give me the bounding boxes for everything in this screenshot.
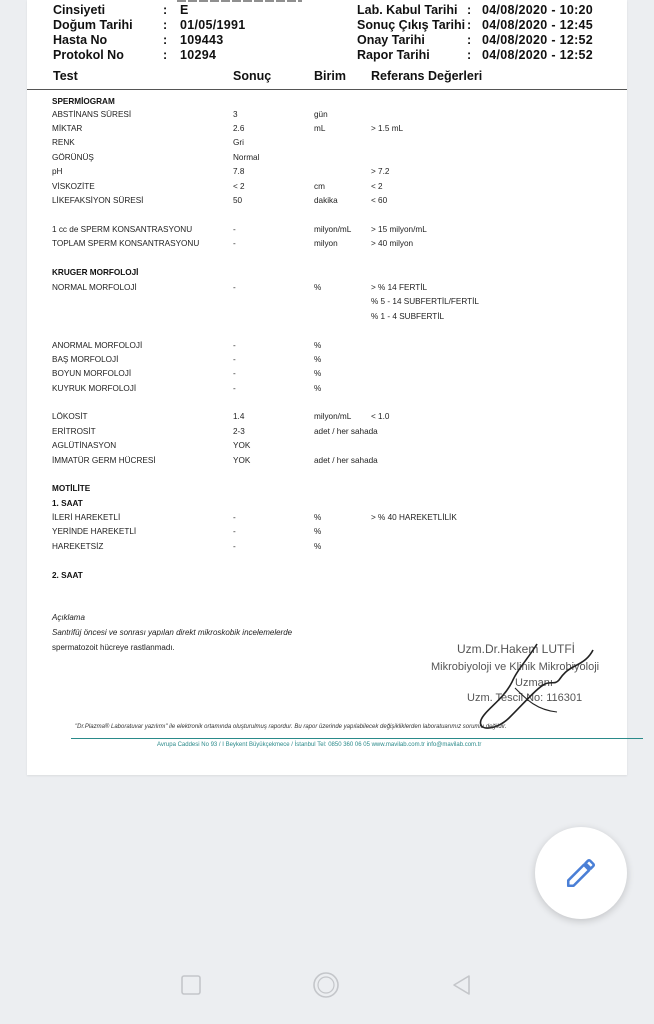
section-title-saat1: 1. SAAT (52, 499, 83, 508)
signer-registration: Uzm. Tescil No: 116301 (467, 692, 583, 704)
edit-button[interactable] (535, 827, 627, 919)
result-result-cell: Normal (233, 153, 260, 162)
back-icon (450, 974, 472, 996)
result-unit-cell: dakika (314, 196, 338, 205)
header-right-value: 04/08/2020 - 12:52 (482, 33, 594, 47)
result-ref-cell: > 15 milyon/mL (371, 225, 427, 234)
result-test-cell: ABSTİNANS SÜRESİ (52, 110, 132, 119)
result-ref-cell: % 1 - 4 SUBFERTİL (371, 312, 445, 321)
result-unit-cell: % (314, 513, 322, 522)
result-test-cell: BAŞ MORFOLOJİ (52, 355, 119, 364)
column-header-unit: Birim (314, 69, 346, 83)
result-test-cell: LÖKOSİT (52, 412, 88, 421)
header-value: E (180, 3, 189, 17)
result-test-cell: RENK (52, 138, 75, 147)
result-unit-cell: % (314, 341, 322, 350)
result-ref-cell: % 5 - 14 SUBFERTİL/FERTİL (371, 297, 479, 306)
result-ref-cell: < 60 (371, 196, 388, 205)
result-test-cell: HAREKETSİZ (52, 542, 104, 551)
result-result-cell: - (233, 384, 236, 393)
section-title-kruger: KRUGER MORFOLOJİ (52, 268, 139, 277)
result-unit-cell: % (314, 527, 322, 536)
system-nav-bar (0, 940, 654, 1024)
result-test-cell: TOPLAM SPERM KONSANTRASYONU (52, 239, 200, 248)
result-unit-cell: mL (314, 124, 326, 133)
header-sep: : (163, 48, 168, 62)
header-sep: : (467, 48, 472, 62)
result-unit-cell: adet / her sahada (314, 456, 378, 465)
result-test-cell: ERİTROSİT (52, 427, 96, 436)
header-value: 01/05/1991 (180, 18, 246, 32)
header-right-label: Rapor Tarihi (357, 48, 430, 62)
result-result-cell: - (233, 283, 236, 292)
result-test-cell: ANORMAL MORFOLOJİ (52, 341, 143, 350)
header-sep: : (163, 33, 168, 47)
header-sep: : (467, 3, 472, 17)
result-result-cell: 2.6 (233, 124, 245, 133)
column-header-test: Test (53, 69, 78, 83)
result-test-cell: BOYUN MORFOLOJİ (52, 369, 132, 378)
home-button[interactable] (311, 970, 341, 1000)
result-result-cell: YOK (233, 441, 251, 450)
result-result-cell: Gri (233, 138, 244, 147)
result-test-cell: İMMATÜR GERM HÜCRESİ (52, 456, 156, 465)
header-label: Doğum Tarihi (53, 18, 133, 32)
result-test-cell: GÖRÜNÜŞ (52, 153, 94, 162)
result-unit-cell: adet / her sahada (314, 427, 378, 436)
result-test-cell: KUYRUK MORFOLOJİ (52, 384, 137, 393)
signer-name: Uzm.Dr.Hakem LUTFİ (457, 642, 576, 656)
result-test-cell: AGLÜTİNASYON (52, 441, 117, 450)
header-right-label: Onay Tarihi (357, 33, 425, 47)
header-value: 109443 (180, 33, 224, 47)
signature-scribble (467, 640, 597, 735)
back-button[interactable] (450, 974, 472, 996)
result-test-cell: NORMAL MORFOLOJİ (52, 283, 137, 292)
footer-disclaimer: "Dr.Plazma® Laboratuvar yazılımı" ile elektronik ortamında oluşturulmuş rapordur. Bu rapor üzerinde yapılabilecek değişikliklerden laboratuarımız sorumlu değildir. (75, 724, 507, 730)
header-right-value: 04/08/2020 - 10:20 (482, 3, 594, 17)
column-header-reference: Referans Değerleri (371, 69, 483, 83)
result-result-cell: - (233, 239, 236, 248)
result-test-cell: 1 cc de SPERM KONSANTRASYONU (52, 225, 193, 234)
header-sep: : (163, 3, 168, 17)
pencil-icon (564, 856, 598, 890)
column-header-result: Sonuç (233, 69, 272, 83)
result-result-cell: 2-3 (233, 427, 245, 436)
result-result-cell: - (233, 369, 236, 378)
report-page (27, 0, 627, 775)
header-label: Hasta No (53, 33, 108, 47)
result-unit-cell: % (314, 355, 322, 364)
result-ref-cell: > % 14 FERTİL (371, 283, 428, 292)
result-test-cell: YERİNDE HAREKETLİ (52, 527, 137, 536)
result-result-cell: 50 (233, 196, 243, 205)
result-result-cell: 3 (233, 110, 238, 119)
result-result-cell: - (233, 542, 236, 551)
result-result-cell: - (233, 527, 236, 536)
result-ref-cell: < 2 (371, 182, 383, 191)
home-icon (311, 970, 341, 1000)
section-title-saat2: 2. SAAT (52, 571, 83, 580)
header-right-label: Lab. Kabul Tarihi (357, 3, 458, 17)
result-unit-cell: % (314, 369, 322, 378)
header-right-label: Sonuç Çıkış Tarihi (357, 18, 466, 32)
result-result-cell: - (233, 513, 236, 522)
result-result-cell: YOK (233, 456, 251, 465)
result-ref-cell: < 1.0 (371, 412, 390, 421)
cropped-header-line (177, 0, 302, 2)
result-unit-cell: % (314, 542, 322, 551)
result-test-cell: MİKTAR (52, 124, 83, 133)
header-right-value: 04/08/2020 - 12:45 (482, 18, 594, 32)
result-result-cell: < 2 (233, 182, 245, 191)
note-line: Santrifüj öncesi ve sonrası yapılan direkt mikroskobik incelemelerde (52, 628, 293, 637)
result-test-cell: pH (52, 167, 63, 176)
result-result-cell: - (233, 341, 236, 350)
result-unit-cell: % (314, 283, 322, 292)
result-test-cell: İLERİ HAREKETLİ (52, 513, 121, 522)
result-result-cell: 1.4 (233, 412, 245, 421)
signer-department: Mikrobiyoloji ve Klinik Mikrobiyoloji (431, 661, 600, 673)
result-test-cell: VİSKOZİTE (52, 182, 95, 191)
result-ref-cell: > % 40 HAREKETLİLİK (371, 513, 457, 522)
header-label: Cinsiyeti (53, 3, 106, 17)
section-title-spermiogram: SPERMİOGRAM (52, 97, 115, 106)
header-label: Protokol No (53, 48, 124, 62)
result-ref-cell: > 1.5 mL (371, 124, 404, 133)
header-right-value: 04/08/2020 - 12:52 (482, 48, 594, 62)
signer-title: Uzmanı (515, 677, 553, 689)
result-ref-cell: > 40 milyon (371, 239, 414, 248)
footer-divider (71, 738, 643, 739)
recents-button[interactable] (180, 974, 202, 996)
note-title: Açıklama (52, 613, 85, 622)
header-sep: : (163, 18, 168, 32)
result-unit-cell: gün (314, 110, 328, 119)
result-unit-cell: milyon/mL (314, 225, 352, 234)
result-result-cell: - (233, 225, 236, 234)
header-sep: : (467, 33, 472, 47)
footer-address: Avrupa Caddesi No 93 / I Beykent Büyükçekmece / İstanbul Tel: 0850 360 06 05 www.mavilab.com.tr info@mavilab.com.tr (157, 742, 482, 748)
result-ref-cell: > 7.2 (371, 167, 390, 176)
recents-icon (180, 974, 202, 996)
result-result-cell: 7.8 (233, 167, 245, 176)
result-test-cell: LİKEFAKSİYON SÜRESİ (52, 196, 144, 205)
note-line: spermatozoit hücreye rastlanmadı. (52, 643, 175, 652)
result-result-cell: - (233, 355, 236, 364)
result-unit-cell: % (314, 384, 322, 393)
header-value: 10294 (180, 48, 217, 62)
header-sep: : (467, 18, 472, 32)
result-unit-cell: milyon/mL (314, 412, 352, 421)
result-unit-cell: milyon (314, 239, 338, 248)
section-title-motilite: MOTİLİTE (52, 484, 91, 493)
result-unit-cell: cm (314, 182, 325, 191)
header-divider (27, 89, 627, 90)
